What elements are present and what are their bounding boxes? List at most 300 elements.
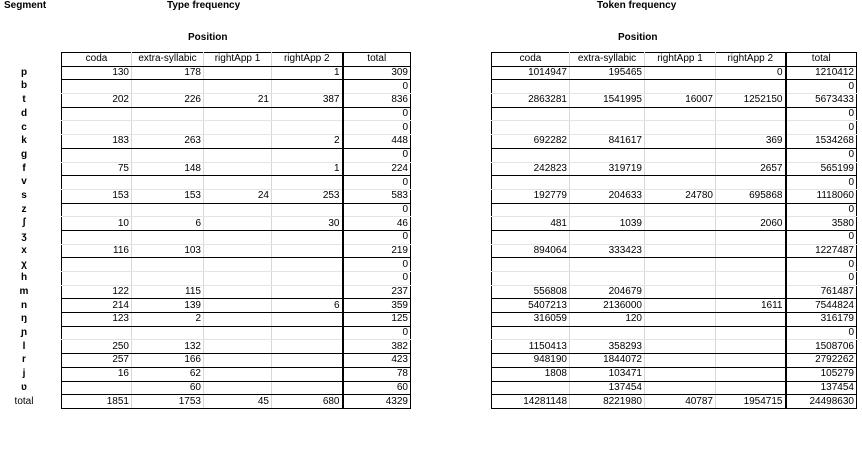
token-row <box>492 326 857 340</box>
type-cell <box>204 80 272 94</box>
token-cell: 1039 <box>570 217 645 231</box>
token-row <box>492 367 857 381</box>
token-cell: 1252150 <box>716 94 786 108</box>
type-cell <box>204 66 272 80</box>
type-cell: 202 <box>62 94 132 108</box>
type-cell <box>204 162 272 176</box>
segment-label: v <box>21 176 27 188</box>
type-cell: 178 <box>132 66 204 80</box>
token-row <box>492 230 857 244</box>
type-cell: 122 <box>62 285 132 299</box>
token-row <box>492 80 857 94</box>
type-cell: 219 <box>343 244 411 258</box>
type-col-header: total <box>343 53 411 67</box>
type-cell <box>62 121 132 135</box>
type-cell: 0 <box>343 272 411 286</box>
type-col-header: coda <box>62 53 132 67</box>
token-cell <box>492 381 570 395</box>
type-row <box>62 285 411 299</box>
type-cell: 148 <box>132 162 204 176</box>
type-cell: 78 <box>343 367 411 381</box>
token-cell: 841617 <box>570 135 645 149</box>
type-cell: 153 <box>132 189 204 203</box>
type-cell <box>62 326 132 340</box>
type-cell <box>272 80 343 94</box>
token-cell <box>570 326 645 340</box>
token-cell: 1118060 <box>786 189 857 203</box>
type-cell: 75 <box>62 162 132 176</box>
type-cell: 382 <box>343 340 411 354</box>
token-cell: 7544824 <box>786 299 857 313</box>
token-cell <box>645 313 716 327</box>
token-cell <box>570 203 645 217</box>
type-cell: 132 <box>132 340 204 354</box>
type-cell: 448 <box>343 135 411 149</box>
token-cell: 0 <box>786 326 857 340</box>
type-cell <box>272 107 343 121</box>
type-cell: 1 <box>272 162 343 176</box>
token-cell: 120 <box>570 313 645 327</box>
token-row <box>492 176 857 190</box>
type-row <box>62 176 411 190</box>
token-cell <box>645 162 716 176</box>
segment-label: m <box>19 285 29 297</box>
token-cell: 1541995 <box>570 94 645 108</box>
total-row-label: total <box>14 395 34 407</box>
type-row <box>62 313 411 327</box>
type-cell: 10 <box>62 217 132 231</box>
token-cell: 16007 <box>645 94 716 108</box>
token-row <box>492 203 857 217</box>
token-row <box>492 162 857 176</box>
type-cell <box>272 121 343 135</box>
token-cell: 137454 <box>570 381 645 395</box>
type-row <box>62 299 411 313</box>
type-cell <box>272 244 343 258</box>
token-row <box>492 94 857 108</box>
token-cell: 0 <box>716 66 786 80</box>
type-cell: 62 <box>132 367 204 381</box>
type-total-cell: 4329 <box>343 395 411 409</box>
token-cell <box>570 258 645 272</box>
token-cell <box>645 217 716 231</box>
token-row <box>492 381 857 395</box>
token-total-row <box>492 395 857 409</box>
token-cell <box>645 230 716 244</box>
type-cell: 6 <box>272 299 343 313</box>
type-cell <box>272 326 343 340</box>
type-cell <box>132 80 204 94</box>
token-cell <box>716 258 786 272</box>
segment-label: j <box>22 368 26 380</box>
token-total-cell: 40787 <box>645 395 716 409</box>
token-cell <box>716 203 786 217</box>
token-cell: 692282 <box>492 135 570 149</box>
type-cell <box>204 354 272 368</box>
type-row <box>62 135 411 149</box>
token-row <box>492 285 857 299</box>
type-row <box>62 258 411 272</box>
token-cell: 1014947 <box>492 66 570 80</box>
token-cell: 2863281 <box>492 94 570 108</box>
type-cell: 0 <box>343 107 411 121</box>
segment-label: t <box>22 94 26 106</box>
type-cell: 183 <box>62 135 132 149</box>
token-cell: 2136000 <box>570 299 645 313</box>
token-cell <box>645 326 716 340</box>
type-cell <box>132 148 204 162</box>
token-row <box>492 354 857 368</box>
token-cell <box>645 203 716 217</box>
token-cell: 0 <box>786 258 857 272</box>
token-cell <box>716 313 786 327</box>
type-cell: 253 <box>272 189 343 203</box>
token-cell: 1227487 <box>786 244 857 258</box>
token-cell: 0 <box>786 176 857 190</box>
type-cell <box>62 272 132 286</box>
token-cell <box>492 203 570 217</box>
token-cell <box>716 107 786 121</box>
token-cell <box>570 272 645 286</box>
type-cell <box>272 285 343 299</box>
type-col-header: extra-syllabic <box>132 53 204 67</box>
segment-label: l <box>22 340 26 352</box>
type-cell: 1 <box>272 66 343 80</box>
segment-header: Segment <box>4 0 47 11</box>
type-cell <box>272 230 343 244</box>
type-cell <box>204 148 272 162</box>
segment-label: b <box>20 80 28 92</box>
type-cell: 0 <box>343 203 411 217</box>
type-cell <box>132 176 204 190</box>
type-row <box>62 94 411 108</box>
token-cell: 5673433 <box>786 94 857 108</box>
type-position-label: Position <box>188 32 228 43</box>
token-cell <box>645 148 716 162</box>
token-total-cell: 14281148 <box>492 395 570 409</box>
type-col-header: rightApp 2 <box>272 53 343 67</box>
token-cell: 565199 <box>786 162 857 176</box>
token-cell: 204633 <box>570 189 645 203</box>
type-cell <box>204 244 272 258</box>
token-row <box>492 313 857 327</box>
type-cell: 130 <box>62 66 132 80</box>
type-cell: 0 <box>343 326 411 340</box>
type-row <box>62 326 411 340</box>
token-frequency-title: Token frequency <box>597 0 677 11</box>
token-row <box>492 148 857 162</box>
type-cell: 583 <box>343 189 411 203</box>
token-cell <box>716 244 786 258</box>
type-cell: 123 <box>62 313 132 327</box>
type-cell <box>204 272 272 286</box>
type-cell: 60 <box>132 381 204 395</box>
type-cell: 0 <box>343 230 411 244</box>
segment-label: ʋ <box>21 381 27 393</box>
type-row <box>62 230 411 244</box>
type-cell <box>204 258 272 272</box>
token-cell <box>716 367 786 381</box>
token-cell: 242823 <box>492 162 570 176</box>
token-cell: 2792262 <box>786 354 857 368</box>
type-cell <box>132 230 204 244</box>
token-row <box>492 107 857 121</box>
segment-label: h <box>20 272 28 284</box>
type-cell <box>132 258 204 272</box>
token-cell: 1150413 <box>492 340 570 354</box>
token-cell: 948190 <box>492 354 570 368</box>
token-cell: 195465 <box>570 66 645 80</box>
token-col-header: coda <box>492 53 570 67</box>
token-cell: 0 <box>786 107 857 121</box>
segment-label: x <box>21 244 27 256</box>
type-row <box>62 148 411 162</box>
token-cell: 1534268 <box>786 135 857 149</box>
type-cell <box>132 272 204 286</box>
type-cell: 46 <box>343 217 411 231</box>
token-cell <box>716 230 786 244</box>
type-cell <box>204 176 272 190</box>
type-cell <box>204 367 272 381</box>
type-cell: 214 <box>62 299 132 313</box>
token-total-cell: 8221980 <box>570 395 645 409</box>
token-row <box>492 258 857 272</box>
token-row <box>492 121 857 135</box>
token-cell: 761487 <box>786 285 857 299</box>
token-cell: 358293 <box>570 340 645 354</box>
type-cell <box>204 299 272 313</box>
type-cell <box>132 107 204 121</box>
type-cell: 153 <box>62 189 132 203</box>
token-cell: 2060 <box>716 217 786 231</box>
token-frequency-table <box>491 52 857 409</box>
type-cell <box>204 107 272 121</box>
token-cell <box>716 148 786 162</box>
type-cell <box>132 326 204 340</box>
token-total-cell: 1954715 <box>716 395 786 409</box>
token-cell: 1508706 <box>786 340 857 354</box>
token-cell: 1844072 <box>570 354 645 368</box>
token-cell <box>570 107 645 121</box>
type-cell <box>204 326 272 340</box>
type-cell: 139 <box>132 299 204 313</box>
token-cell: 1611 <box>716 299 786 313</box>
segment-label: g <box>20 148 28 160</box>
token-total-cell: 24498630 <box>786 395 857 409</box>
segment-label: ɲ <box>20 327 28 338</box>
type-cell <box>272 367 343 381</box>
token-cell: 2657 <box>716 162 786 176</box>
type-cell: 0 <box>343 258 411 272</box>
token-cell <box>492 258 570 272</box>
type-cell <box>204 340 272 354</box>
token-cell <box>645 107 716 121</box>
token-cell <box>716 326 786 340</box>
type-row <box>62 189 411 203</box>
token-cell <box>645 135 716 149</box>
token-row <box>492 244 857 258</box>
type-total-cell: 1753 <box>132 395 204 409</box>
token-cell <box>716 121 786 135</box>
type-row <box>62 162 411 176</box>
token-cell: 1808 <box>492 367 570 381</box>
type-cell: 0 <box>343 80 411 94</box>
token-cell <box>716 381 786 395</box>
type-cell <box>204 230 272 244</box>
type-row <box>62 340 411 354</box>
token-cell <box>645 272 716 286</box>
token-position-label: Position <box>618 32 658 43</box>
token-cell: 3580 <box>786 217 857 231</box>
type-cell <box>272 340 343 354</box>
token-row <box>492 217 857 231</box>
type-row <box>62 66 411 80</box>
type-cell: 0 <box>343 121 411 135</box>
token-row <box>492 299 857 313</box>
token-cell: 1210412 <box>786 66 857 80</box>
type-cell: 0 <box>343 176 411 190</box>
type-cell: 257 <box>62 354 132 368</box>
token-cell <box>716 176 786 190</box>
type-cell: 115 <box>132 285 204 299</box>
token-cell: 137454 <box>786 381 857 395</box>
token-cell: 0 <box>786 230 857 244</box>
segment-label: p <box>20 66 28 78</box>
token-row <box>492 135 857 149</box>
token-cell: 316059 <box>492 313 570 327</box>
token-cell <box>570 80 645 94</box>
type-row <box>62 272 411 286</box>
segment-label: ʃ <box>22 217 26 229</box>
token-cell <box>645 244 716 258</box>
type-cell: 836 <box>343 94 411 108</box>
token-row <box>492 272 857 286</box>
type-row <box>62 121 411 135</box>
type-cell <box>62 148 132 162</box>
type-cell: 103 <box>132 244 204 258</box>
type-cell <box>62 80 132 94</box>
type-cell <box>204 217 272 231</box>
type-cell: 21 <box>204 94 272 108</box>
type-cell: 60 <box>343 381 411 395</box>
type-cell <box>204 285 272 299</box>
token-cell <box>645 367 716 381</box>
type-row <box>62 367 411 381</box>
token-cell <box>716 354 786 368</box>
token-cell: 319719 <box>570 162 645 176</box>
token-col-header: total <box>786 53 857 67</box>
token-cell <box>645 381 716 395</box>
token-cell: 556808 <box>492 285 570 299</box>
type-row <box>62 107 411 121</box>
type-cell: 116 <box>62 244 132 258</box>
token-cell <box>645 285 716 299</box>
type-cell: 387 <box>272 94 343 108</box>
type-cell: 263 <box>132 135 204 149</box>
type-cell: 224 <box>343 162 411 176</box>
type-row <box>62 244 411 258</box>
type-cell: 423 <box>343 354 411 368</box>
type-cell: 309 <box>343 66 411 80</box>
segment-label: ŋ <box>20 313 28 325</box>
segment-label: n <box>20 299 28 311</box>
type-cell: 359 <box>343 299 411 313</box>
token-cell <box>716 285 786 299</box>
token-cell <box>492 176 570 190</box>
token-cell: 0 <box>786 148 857 162</box>
type-cell <box>272 258 343 272</box>
segment-label: s <box>21 190 27 201</box>
type-cell <box>132 121 204 135</box>
token-cell: 0 <box>786 121 857 135</box>
token-cell: 481 <box>492 217 570 231</box>
type-total-cell: 45 <box>204 395 272 409</box>
type-cell: 2 <box>132 313 204 327</box>
type-frequency-table <box>61 52 411 409</box>
token-cell: 0 <box>786 203 857 217</box>
type-cell: 125 <box>343 313 411 327</box>
type-cell: 226 <box>132 94 204 108</box>
token-cell <box>645 121 716 135</box>
token-cell <box>492 80 570 94</box>
segment-label: z <box>21 203 27 215</box>
token-cell <box>492 148 570 162</box>
token-cell: 369 <box>716 135 786 149</box>
type-cell: 166 <box>132 354 204 368</box>
type-row <box>62 203 411 217</box>
type-cell: 0 <box>343 148 411 162</box>
type-row <box>62 217 411 231</box>
token-row <box>492 189 857 203</box>
token-col-header: rightApp 1 <box>645 53 716 67</box>
type-cell: 2 <box>272 135 343 149</box>
token-cell: 695868 <box>716 189 786 203</box>
type-cell <box>272 313 343 327</box>
token-cell <box>492 272 570 286</box>
token-cell: 0 <box>786 272 857 286</box>
type-cell: 6 <box>132 217 204 231</box>
token-row <box>492 340 857 354</box>
segment-label: χ <box>21 258 27 270</box>
token-cell: 103471 <box>570 367 645 381</box>
type-row <box>62 354 411 368</box>
type-cell <box>272 272 343 286</box>
type-cell: 237 <box>343 285 411 299</box>
type-cell <box>204 121 272 135</box>
type-cell <box>132 203 204 217</box>
type-cell <box>204 381 272 395</box>
segment-label: r <box>22 354 26 366</box>
type-col-header: rightApp 1 <box>204 53 272 67</box>
token-cell: 5407213 <box>492 299 570 313</box>
token-cell <box>570 148 645 162</box>
token-cell <box>645 354 716 368</box>
type-cell <box>272 176 343 190</box>
type-cell <box>62 230 132 244</box>
type-row <box>62 381 411 395</box>
type-cell <box>62 176 132 190</box>
type-cell <box>272 381 343 395</box>
type-cell <box>62 381 132 395</box>
type-cell: 16 <box>62 367 132 381</box>
token-cell <box>645 258 716 272</box>
type-total-cell: 1851 <box>62 395 132 409</box>
segment-label: d <box>20 107 28 119</box>
type-cell: 24 <box>204 189 272 203</box>
type-frequency-title: Type frequency <box>167 0 241 11</box>
token-cell <box>492 121 570 135</box>
token-cell <box>645 340 716 354</box>
